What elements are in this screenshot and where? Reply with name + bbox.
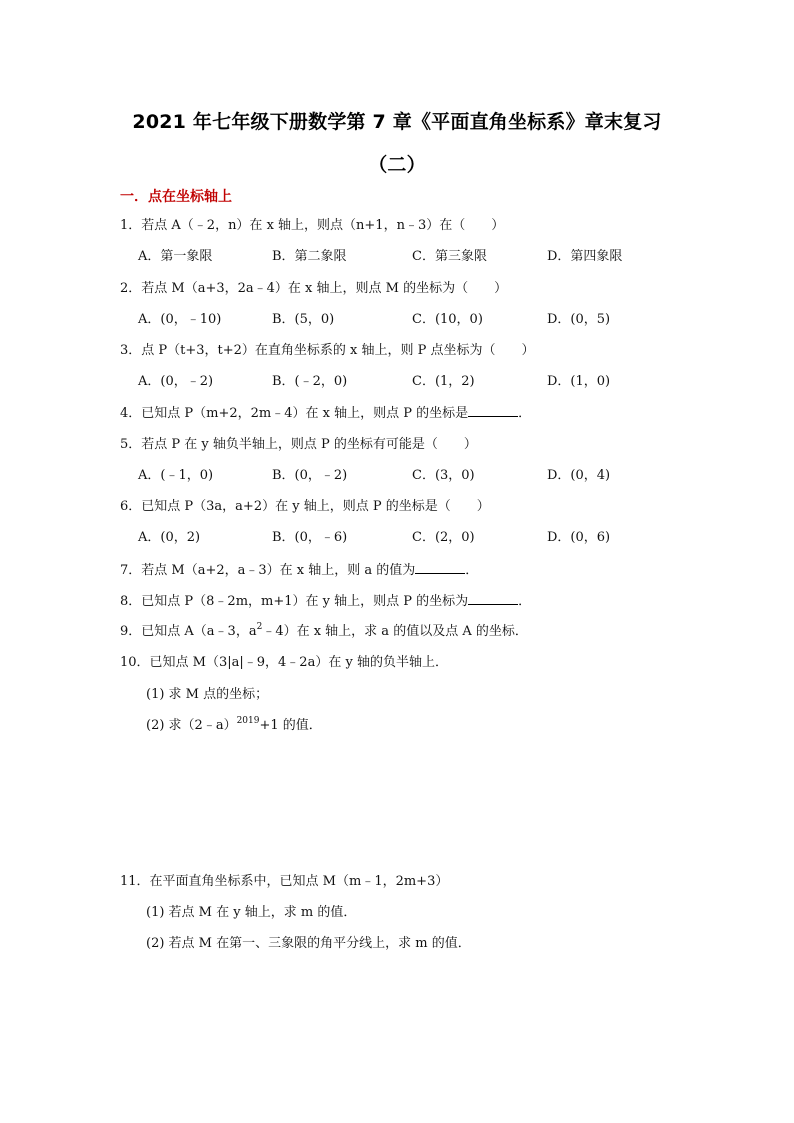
q5-option-d: D．(0，4) <box>547 468 611 483</box>
question-2: 2．若点 M（a+3，2a﹣4）在 x 轴上，则点 M 的坐标为（ ） <box>120 281 508 296</box>
question-5: 5．若点 P 在 y 轴负半轴上，则点 P 的坐标有可能是（ ） <box>120 437 477 452</box>
answer-blank <box>468 592 518 605</box>
question-3: 3．点 P（t+3，t+2）在直角坐标系的 x 轴上，则 P 点坐标为（ ） <box>120 343 535 358</box>
q2-option-c: C．(10，0) <box>412 312 483 327</box>
question-9 <box>120 623 528 641</box>
q10-part-2-pre: (2) 求（2﹣a） <box>146 718 237 733</box>
q3-option-b: B．(﹣2，0) <box>272 374 348 389</box>
q10-exponent: 2019 <box>236 716 260 726</box>
q10-part-2-post: +1 的值． <box>259 718 322 733</box>
title-line-2: （二） <box>368 154 426 176</box>
section-heading: 一．点在坐标轴上 <box>120 189 232 205</box>
question-7 <box>120 561 478 580</box>
q10-part-1: (1) 求 M 点的坐标； <box>146 687 269 702</box>
q6-option-b: B．(0，﹣6) <box>272 530 348 545</box>
q2-option-b: B．(5，0) <box>272 312 335 327</box>
q5-option-a: A．(﹣1，0) <box>138 468 214 483</box>
q1-option-a: A．第一象限 <box>138 249 213 264</box>
q11-part-1: (1) 若点 M 在 y 轴上，求 m 的值． <box>146 905 357 920</box>
q1-option-b: B．第二象限 <box>272 249 347 264</box>
q9-exponent: 2 <box>256 622 263 632</box>
q8-text: 8．已知点 P（8﹣2m，m+1）在 y 轴上，则点 P 的坐标为 <box>120 594 469 609</box>
q6-option-a: A．(0，2) <box>138 530 201 545</box>
q11-part-2: (2) 若点 M 在第一、三象限的角平分线上，求 m 的值． <box>146 936 471 951</box>
q6-option-c: C．(2，0) <box>412 530 475 545</box>
q1-option-d: D．第四象限 <box>547 249 623 264</box>
q10-part-2 <box>146 717 322 735</box>
q2-option-a: A．(0，﹣10) <box>138 312 222 327</box>
title-line-1: 2021 年七年级下册数学第 7 章《平面直角坐标系》章末复习 <box>132 111 662 133</box>
q4-text: 4．已知点 P（m+2，2m﹣4）在 x 轴上，则点 P 的坐标是 <box>120 406 469 421</box>
q5-option-c: C．(3，0) <box>412 468 475 483</box>
q1-option-c: C．第三象限 <box>412 249 487 264</box>
q6-option-d: D．(0，6) <box>547 530 611 545</box>
answer-blank <box>415 561 465 574</box>
question-6: 6．已知点 P（3a，a+2）在 y 轴上，则点 P 的坐标是（ ） <box>120 499 490 514</box>
q3-option-a: A．(0，﹣2) <box>138 374 214 389</box>
q4-end: ． <box>518 406 532 421</box>
question-10: 10．已知点 M（3|a|﹣9，4﹣2a）在 y 轴的负半轴上． <box>120 655 448 670</box>
q8-end: ． <box>518 594 532 609</box>
q5-option-b: B．(0，﹣2) <box>272 468 348 483</box>
q2-option-d: D．(0，5) <box>547 312 611 327</box>
question-1: 1．若点 A（﹣2，n）在 x 轴上，则点（n+1，n﹣3）在（ ） <box>120 218 505 233</box>
q3-option-d: D．(1，0) <box>547 374 611 389</box>
q7-text: 7．若点 M（a+2，a﹣3）在 x 轴上，则 a 的值为 <box>120 563 416 578</box>
question-11: 11．在平面直角坐标系中，已知点 M（m﹣1，2m+3） <box>120 874 449 889</box>
q9-text-post: ﹣4）在 x 轴上，求 a 的值以及点 A 的坐标． <box>262 624 528 639</box>
q3-option-c: C．(1，2) <box>412 374 475 389</box>
q9-text-pre: 9．已知点 A（a﹣3，a <box>120 624 257 639</box>
question-4 <box>120 404 531 423</box>
answer-blank <box>468 404 518 417</box>
question-8 <box>120 592 531 611</box>
q7-end: ． <box>465 563 479 578</box>
